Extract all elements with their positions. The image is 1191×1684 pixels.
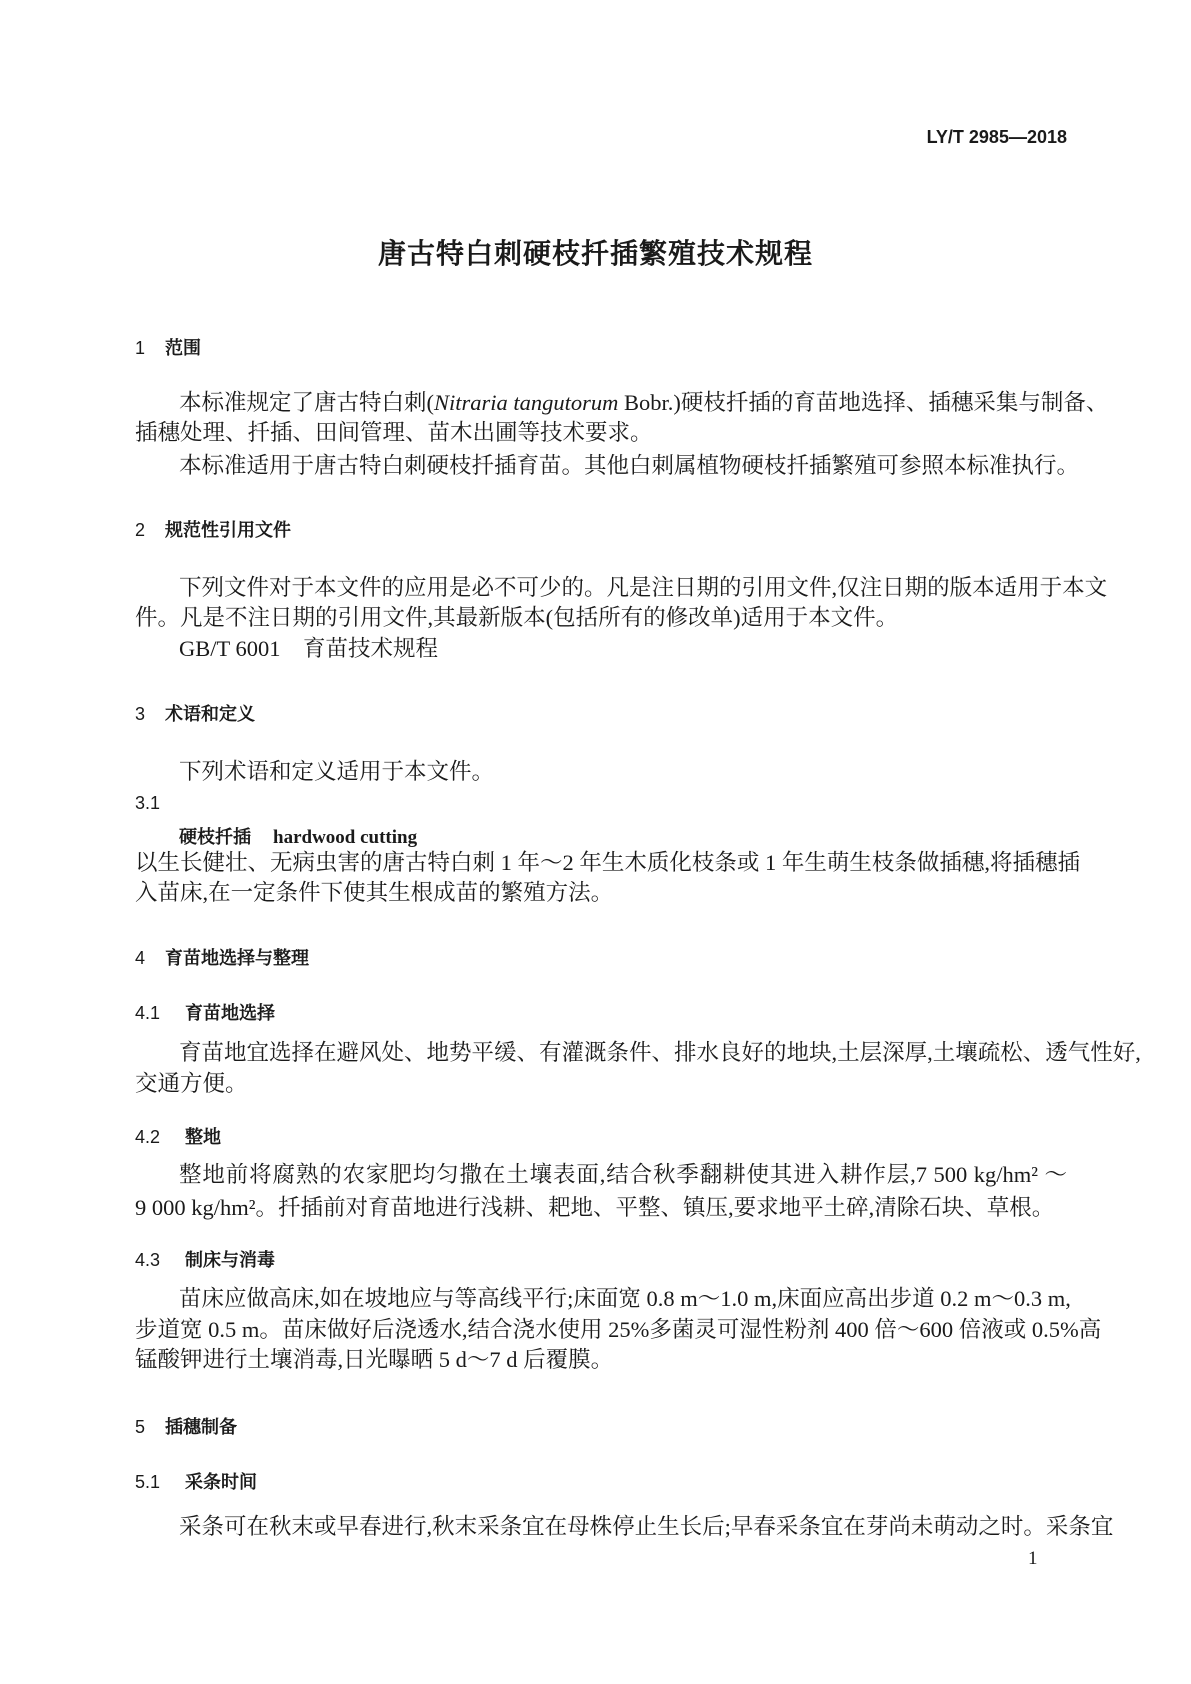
paragraph-line: 9 000 kg/hm²。扦插前对育苗地进行浅耕、耙地、平整、镇压,要求地平土碎,清除石块、草根。 [135, 1195, 1055, 1220]
section-number: 1 [135, 338, 146, 358]
paragraph-line: 育苗地宜选择在避风处、地势平缓、有灌溉条件、排水良好的地块,土层深厚,土壤疏松、透气性好, [179, 1040, 1141, 1065]
section-number: 4.2 [135, 1127, 161, 1147]
clause-number: 3.1 [135, 793, 161, 813]
section-title: 整地 [185, 1127, 221, 1147]
text: Bobr.)硬枝扦插的育苗地选择、插穗采集与制备、 [618, 390, 1109, 415]
section-number: 5 [135, 1417, 146, 1437]
term-english: hardwood cutting [273, 827, 418, 848]
section-title: 范围 [165, 338, 201, 358]
section-number: 2 [135, 520, 146, 540]
scope-paragraph-2: 本标准适用于唐古特白刺硬枝扦插育苗。其他白刺属植物硬枝扦插繁殖可参照本标准执行。 [179, 453, 1080, 478]
section-number: 4.1 [135, 1003, 161, 1023]
scope-paragraph-line [179, 388, 1109, 418]
section-number: 4.3 [135, 1250, 161, 1270]
section-title: 制床与消毒 [185, 1250, 275, 1270]
references-paragraph-line: 件。凡是不注日期的引用文件,其最新版本(包括所有的修改单)适用于本文件。 [135, 605, 899, 630]
section-title: 育苗地选择与整理 [165, 948, 309, 968]
section-title: 术语和定义 [165, 704, 255, 724]
section-number: 5.1 [135, 1472, 161, 1492]
term-entry [179, 823, 417, 849]
section-number: 3 [135, 704, 146, 724]
paragraph-line: 步道宽 0.5 m。苗床做好后浇透水,结合浇水使用 25%多菌灵可湿性粉剂 400 倍～600 倍液或 0.5%高 [135, 1317, 1102, 1342]
paragraph-line: 整地前将腐熟的农家肥均匀撒在土壤表面,结合秋季翻耕使其进入耕作层,7 500 kg/hm² ～ [179, 1162, 1067, 1187]
paragraph-line: 苗床应做高床,如在坡地应与等高线平行;床面宽 0.8 m～1.0 m,床面应高出步道 0.2 m～0.3 m, [179, 1286, 1071, 1311]
subsection-number [135, 793, 160, 814]
section-1-heading [135, 334, 201, 360]
term-chinese: 硬枝扦插 [179, 827, 251, 847]
definition-line: 以生长健壮、无病虫害的唐古特白刺 1 年～2 年生木质化枝条或 1 年生萌生枝条做插穗,将插穗插 [135, 850, 1081, 875]
paragraph-line: 锰酸钾进行土壤消毒,日光曝晒 5 d～7 d 后覆膜。 [135, 1347, 614, 1372]
subsection-4-2-heading [135, 1123, 221, 1149]
section-5-heading [135, 1413, 237, 1439]
section-number: 4 [135, 948, 146, 968]
reference-item: GB/T 6001 育苗技术规程 [179, 636, 438, 661]
section-title: 采条时间 [185, 1472, 257, 1492]
text: 本标准规定了唐古特白刺( [179, 390, 434, 415]
scope-paragraph-line: 插穗处理、扦插、田间管理、苗木出圃等技术要求。 [135, 420, 653, 445]
subsection-4-3-heading [135, 1246, 275, 1272]
subsection-5-1-heading [135, 1468, 257, 1494]
paragraph-line: 采条可在秋末或早春进行,秋末采条宜在母株停止生长后;早春采条宜在芽尚未萌动之时。采条宜 [179, 1514, 1114, 1539]
section-3-heading [135, 700, 255, 726]
section-title: 插穗制备 [165, 1417, 237, 1437]
references-paragraph-line: 下列文件对于本文件的应用是必不可少的。凡是注日期的引用文件,仅注日期的版本适用于本文 [179, 575, 1108, 600]
terms-intro: 下列术语和定义适用于本文件。 [179, 759, 495, 784]
document-title: 唐古特白刺硬枝扦插繁殖技术规程 [377, 238, 813, 269]
paragraph-line: 交通方便。 [135, 1071, 248, 1096]
subsection-4-1-heading [135, 999, 275, 1025]
section-2-heading [135, 516, 291, 542]
section-title: 规范性引用文件 [165, 520, 291, 540]
page-number: 1 [1028, 1548, 1038, 1569]
section-4-heading [135, 944, 309, 970]
standard-number: LY/T 2985—2018 [926, 127, 1067, 147]
latin-name: Nitraria tangutorum [434, 390, 619, 415]
definition-line: 入苗床,在一定条件下使其生根成苗的繁殖方法。 [135, 880, 614, 905]
section-title: 育苗地选择 [185, 1003, 275, 1023]
